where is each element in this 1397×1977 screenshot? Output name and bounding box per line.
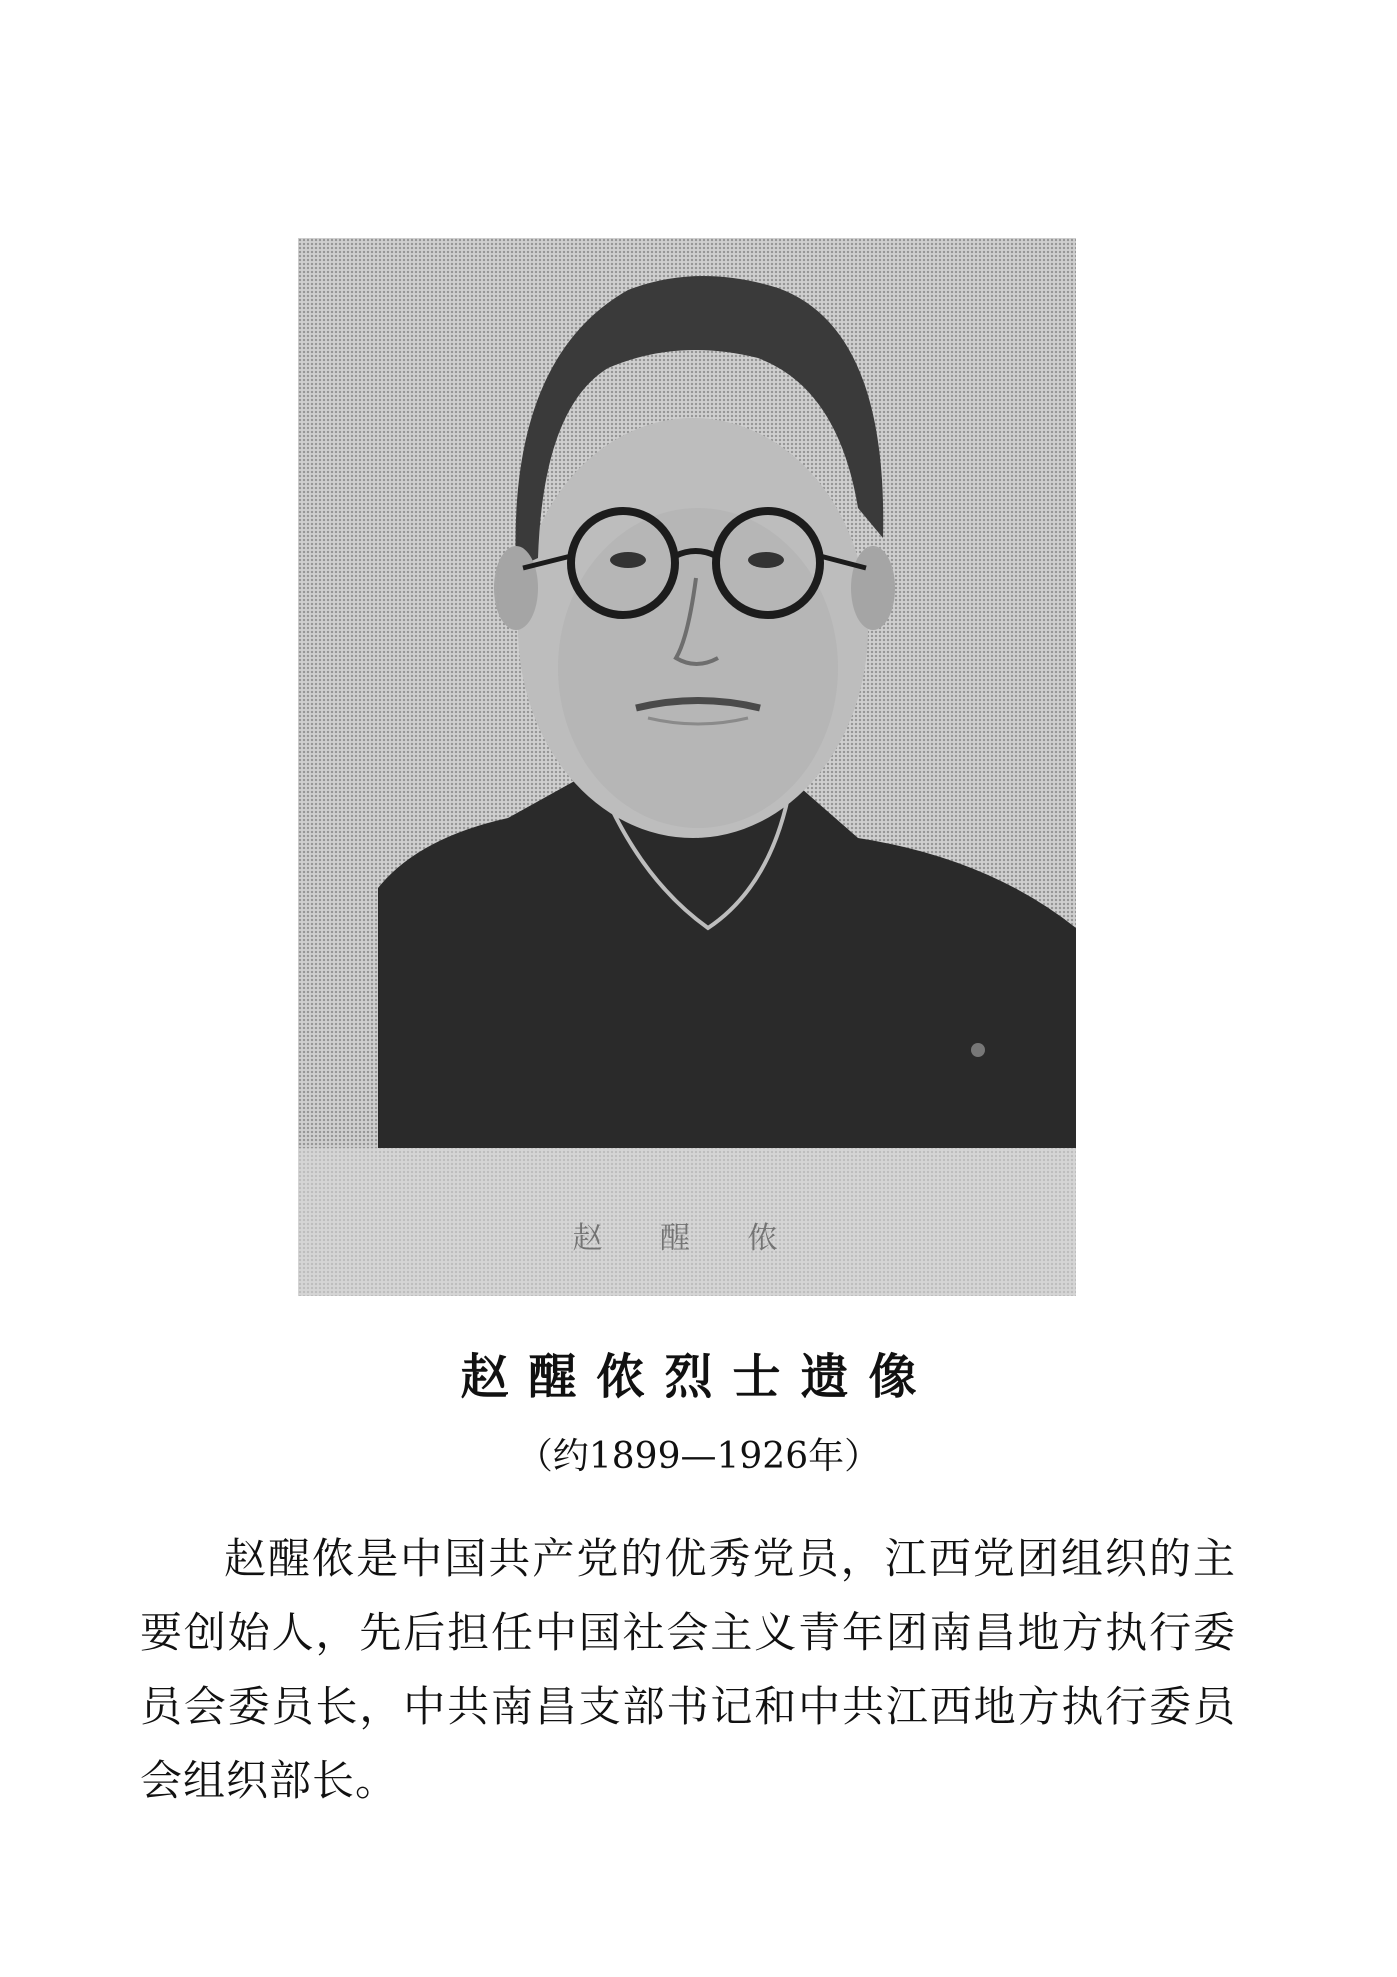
lifespan-dates: （约1899—1926年） bbox=[516, 1436, 881, 1477]
biography-paragraph: 赵醒侬是中国共产党的优秀党员，江西党团组织的主要创始人，先后担任中国社会主义青年团南昌地方执行委员会委员长，中共南昌支部书记和中共江西地方执行委员会组织部长。 bbox=[140, 1534, 1236, 1805]
portrait-illustration bbox=[298, 238, 1076, 1296]
page-title: 赵醒侬烈士遗像 bbox=[460, 1349, 937, 1405]
portrait-photo bbox=[298, 238, 1076, 1296]
portrait-name-label: 赵 醒 侬 bbox=[572, 1221, 802, 1256]
